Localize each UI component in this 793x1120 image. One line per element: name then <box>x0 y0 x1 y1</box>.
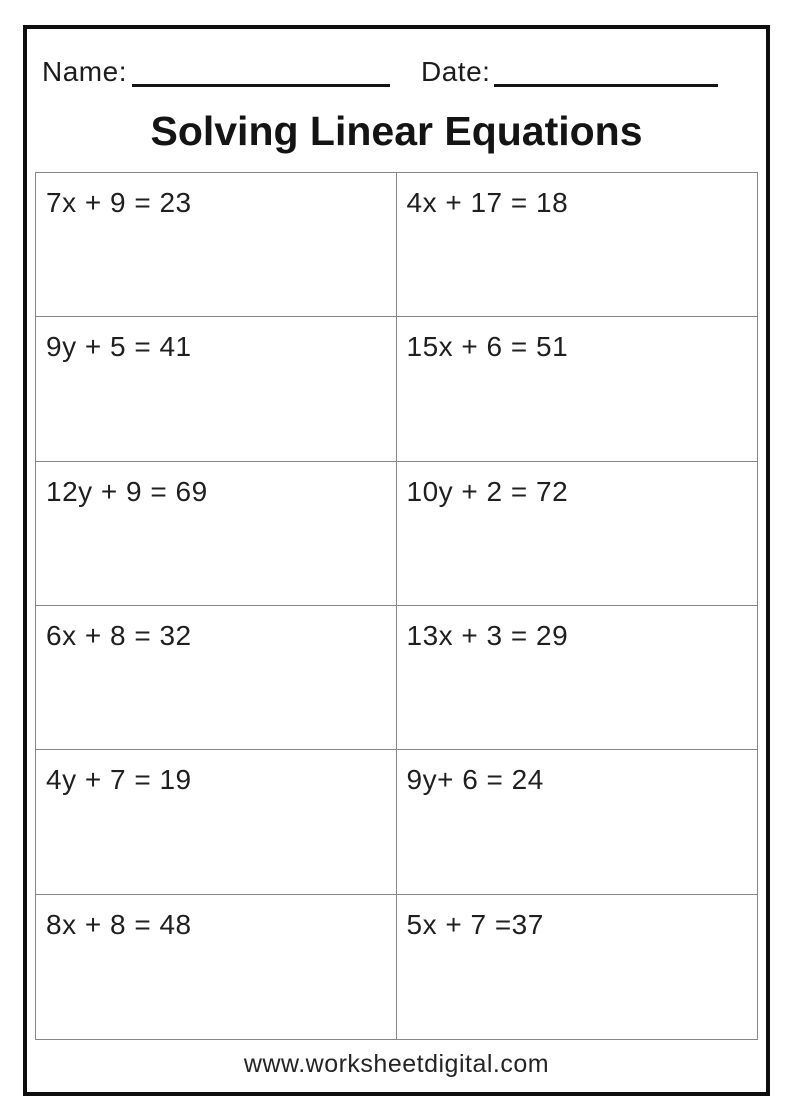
equation-text: 4x + 17 = 18 <box>406 187 569 218</box>
footer-website: www.worksheetdigital.com <box>243 1050 550 1078</box>
equation-text: 9y+ 6 = 24 <box>406 764 544 796</box>
date-label: Date: <box>421 56 491 87</box>
equation-text: 9y + 5 = 41 <box>46 331 192 363</box>
problem-cell <box>397 895 758 1039</box>
equation-text: 4y + 7 = 19 <box>46 764 192 796</box>
problem-cell <box>36 606 397 750</box>
equation-text: 6x + 8 = 32 <box>46 619 192 651</box>
equation-text: 7x + 9 = 23 <box>46 187 192 218</box>
problem-cell <box>397 317 758 461</box>
problem-cell <box>36 462 397 606</box>
problem-cell <box>36 750 397 894</box>
name-blank-line <box>132 84 390 87</box>
problem-cell <box>397 750 758 894</box>
equation-text: 13x + 3 = 29 <box>406 619 569 651</box>
name-label: Name: <box>42 56 127 87</box>
problems-grid <box>35 172 758 1040</box>
problem-cell <box>36 895 397 1039</box>
problem-cell <box>397 173 758 317</box>
problem-cell <box>397 462 758 606</box>
problem-cell <box>397 606 758 750</box>
problem-cell <box>36 173 397 317</box>
date-blank-line <box>494 84 718 87</box>
equation-text: 8x + 8 = 48 <box>46 908 192 940</box>
problem-cell <box>36 317 397 461</box>
equation-text: 12y + 9 = 69 <box>46 475 208 507</box>
page-title: Solving Linear Equations <box>150 108 643 154</box>
equation-text: 10y + 2 = 72 <box>406 475 569 507</box>
equation-text: 15x + 6 = 51 <box>406 331 569 363</box>
equation-text: 5x + 7 =37 <box>406 908 544 940</box>
